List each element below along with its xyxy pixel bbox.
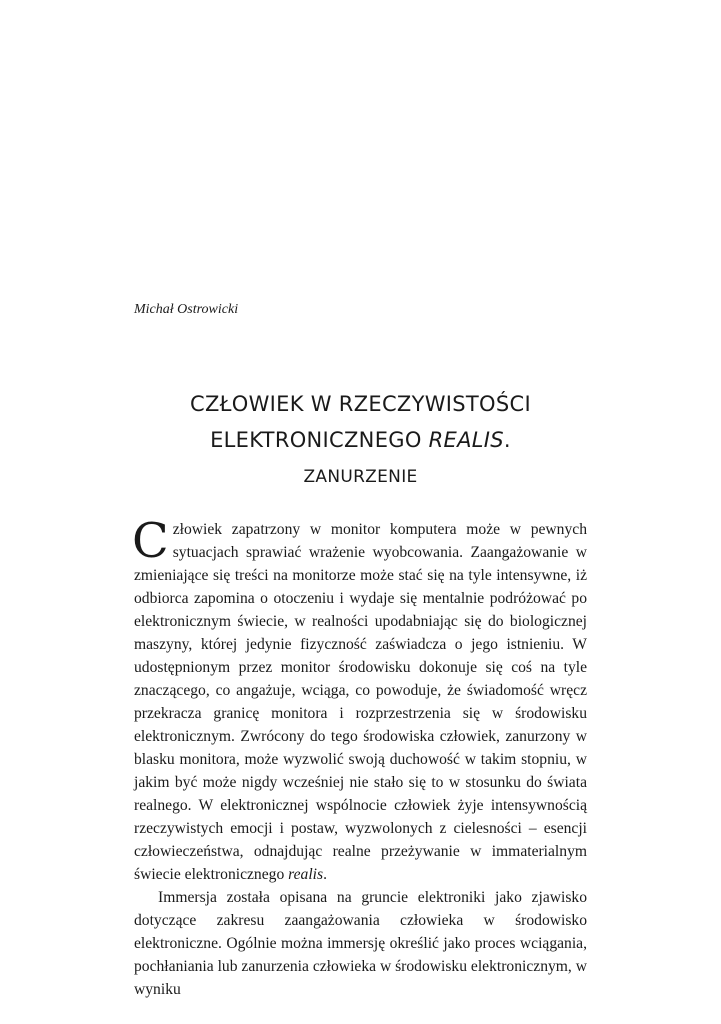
paragraph-1-text: złowiek zapatrzony w monitor komputera może w pewnych sytuacjach sprawiać wrażenie wyobcowania. Zaangażowanie w zmieniające się treści na monitorze może stać się na tyle intensywne, iż odbiorca zapomina o otoczeniu i wydaje się mentalnie podróżować po elektronicznym świecie, w realności upodabniając się do biologicznej maszyny, której jedynie fizyczność zaświadcza o jego istnieniu. W udostępnionym przez monitor środowisku dokonuje się coś na tyle znaczącego, co angażuje, wciąga, co powoduje, że świadomość wręcz przekracza granicę monitora i rozprzestrzenia się w środowisku elektronicznym. Zwrócony do tego środowiska człowiek, zanurzony w blasku monitora, może wyzwolić swoją duchowość w takim stopniu, w jakim być może nigdy wcześniej nie stało się to w stosunku do świata realnego. W elektronicznej wspólnocie człowiek żyje intensywnością rzeczywistych emocji i postaw, wyzwolonych z cielesności – esencji człowieczeństwa, odnajdując realne przeżywanie w immaterialnym świecie elektronicznego bbox=[134, 521, 587, 883]
author-name: Michał Ostrowicki bbox=[134, 302, 239, 317]
title-italic-word: REALIS bbox=[428, 428, 504, 452]
article-body bbox=[132, 513, 587, 1001]
paragraph-2: Immersja została opisana na gruncie elektroniki jako zjawisko dotyczące zakresu zaangażowania człowieka w środowisko elektroniczne. Ogólnie można immersję określić jako proces wciągania, pochłaniania lub zanurzenia człowieka w środowisku elektronicznym, w wyniku bbox=[134, 889, 587, 998]
paragraph-1 bbox=[132, 513, 587, 886]
paragraph-1-end: . bbox=[323, 866, 327, 883]
article-title bbox=[134, 386, 587, 494]
title-line-2 bbox=[134, 422, 587, 458]
title-line-2-suffix: . bbox=[503, 428, 511, 452]
title-line-1: CZŁOWIEK W RZECZYWISTOŚCI bbox=[190, 392, 531, 416]
title-line-3: ZANURZENIE bbox=[303, 467, 418, 487]
paragraph-1-italic: realis bbox=[288, 866, 324, 883]
drop-cap: C bbox=[132, 513, 169, 569]
title-line-2-prefix: ELEKTRONICZNEGO bbox=[210, 428, 429, 452]
